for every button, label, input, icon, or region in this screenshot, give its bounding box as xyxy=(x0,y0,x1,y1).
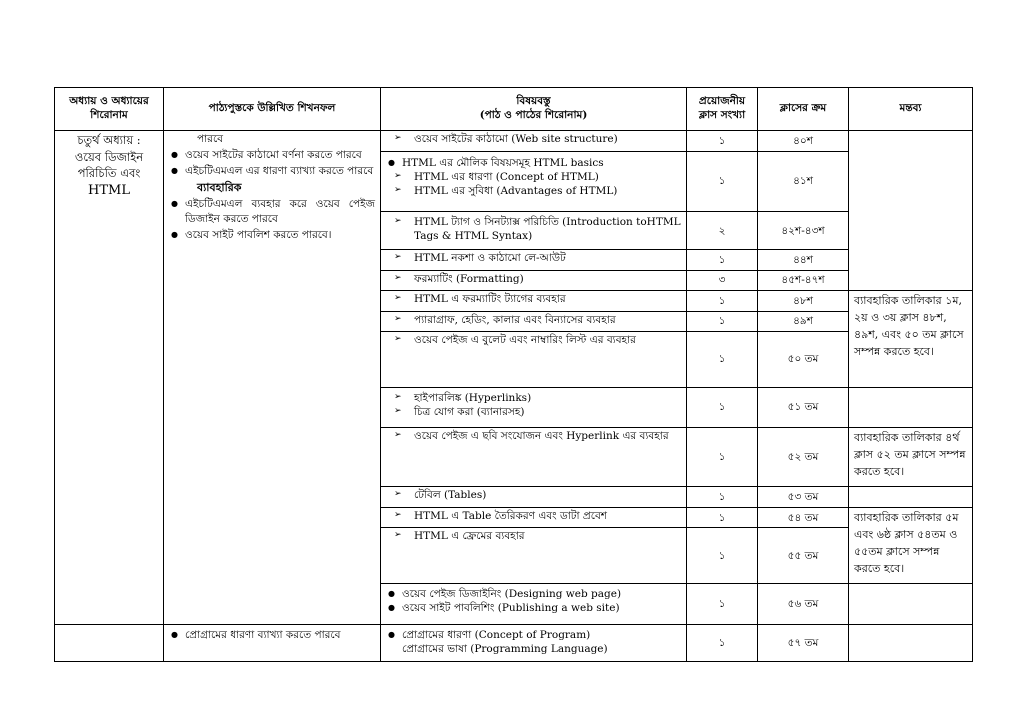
header-class-order: ক্লাসের ক্রম xyxy=(758,88,849,131)
content-cell xyxy=(381,528,687,583)
class-order-cell: ৫৩ তম xyxy=(758,487,849,508)
class-order-cell: ৫৭ তম xyxy=(758,624,849,661)
content-cell xyxy=(381,212,687,250)
remarks-cell: ব্যাবহারিক তালিকার ১ম, ২য় ও ৩য় ক্লাস ৪৮শ, ৪৯শ, এবং ৫০ তম ক্লাসে সম্পন্ন করতে হবে। xyxy=(849,291,973,388)
content-item: ● প্রোগ্রামের ধারণা (Concept of Program) xyxy=(386,628,681,642)
content-item: ➢ HTML এ ফ্রেমের ব্যবহার xyxy=(386,529,681,543)
table-row xyxy=(55,624,973,661)
content-item: ● ওয়েব পেইজ ডিজাইনিং (Designing web page) xyxy=(386,587,681,601)
content-item: ➢ HTML এর ধারণা (Concept of HTML) xyxy=(386,170,681,184)
classes-needed-cell: ১ xyxy=(687,427,758,487)
classes-needed-cell: ১ xyxy=(687,311,758,332)
remarks-cell xyxy=(849,131,973,291)
content-cell xyxy=(381,332,687,387)
content-item: ➢ HTML এ Table তৈরিকরণ এবং ডাটা প্রবেশ xyxy=(386,509,681,523)
outcome-item: ● ওয়েব সাইটের কাঠামো বর্ণনা করতে পারবে xyxy=(169,148,375,162)
remarks-cell: ব্যাবহারিক তালিকার ৫ম এবং ৬ষ্ঠ ক্লাস ৫৪তম ও ৫৫তম ক্লাসে সম্পন্ন করতে হবে। xyxy=(849,507,973,583)
classes-needed-cell: ১ xyxy=(687,528,758,583)
content-cell xyxy=(381,270,687,291)
header-content-subtitle: (পাঠ ও পাঠের শিরোনাম) xyxy=(479,109,588,122)
outcome-item: ● প্রোগ্রামের ধারণা ব্যাখ্যা করতে পারবে xyxy=(169,628,375,642)
lesson-plan-table xyxy=(54,87,973,662)
content-item: ➢ HTML নকশা ও কাঠামো লে-আউট xyxy=(386,251,681,265)
content-cell xyxy=(381,624,687,661)
header-remarks: মন্তব্য xyxy=(849,88,973,131)
chapter-cell xyxy=(55,131,164,625)
classes-needed-cell: ১ xyxy=(687,291,758,312)
chapter-title-line: ওয়েব ডিজাইন xyxy=(74,149,144,164)
header-row xyxy=(55,88,973,131)
table-row xyxy=(55,131,973,152)
content-item: ➢ চিত্র যোগ করা (ব্যানারসহ) xyxy=(386,405,681,419)
remarks-cell xyxy=(849,583,973,624)
content-cell xyxy=(381,427,687,487)
remarks-cell xyxy=(849,624,973,661)
header-classes-needed: প্রয়োজনীয় ক্লাস সংখ্যা xyxy=(687,88,758,131)
classes-needed-cell: ১ xyxy=(687,487,758,508)
class-order-cell: ৪৮শ xyxy=(758,291,849,312)
classes-needed-cell: ১ xyxy=(687,131,758,152)
outcomes-cell xyxy=(164,131,381,625)
content-item: ➢ HTML ট্যাগ ও সিনট্যাক্স পরিচিতি (Introduction toHTML Tags & HTML Syntax) xyxy=(386,215,681,243)
content-cell xyxy=(381,487,687,508)
outcomes-cell xyxy=(164,624,381,661)
content-item: ➢ হাইপারলিঙ্ক (Hyperlinks) xyxy=(386,391,681,405)
content-item: ➢ ফরম্যাটিং (Formatting) xyxy=(386,272,681,286)
classes-needed-cell: ৩ xyxy=(687,270,758,291)
content-cell xyxy=(381,250,687,271)
classes-needed-cell: ১ xyxy=(687,624,758,661)
content-cell xyxy=(381,311,687,332)
remarks-cell xyxy=(849,487,973,508)
classes-needed-cell: ১ xyxy=(687,151,758,212)
content-cell xyxy=(381,291,687,312)
classes-needed-cell: ১ xyxy=(687,507,758,528)
content-item: ➢ HTML এর সুবিধা (Advantages of HTML) xyxy=(386,184,681,198)
classes-needed-cell: ১ xyxy=(687,583,758,624)
class-order-cell: ৫৬ তম xyxy=(758,583,849,624)
classes-needed-cell: ১ xyxy=(687,387,758,427)
content-cell xyxy=(381,387,687,427)
content-item: ➢ HTML এ ফরম্যাটিং ট্যাগের ব্যবহার xyxy=(386,292,681,306)
class-order-cell: ৪০শ xyxy=(758,131,849,152)
content-item: ➢ টেবিল (Tables) xyxy=(386,488,681,502)
content-cell xyxy=(381,151,687,212)
remarks-cell xyxy=(849,387,973,427)
class-order-cell: ৪৪শ xyxy=(758,250,849,271)
classes-needed-cell: ১ xyxy=(687,332,758,387)
chapter-title-line: পরিচিতি এবং xyxy=(77,166,141,181)
content-item: ➢ প্যারাগ্রাফ, হেডিং, কালার এবং বিন্যাসের ব্যবহার xyxy=(386,313,681,327)
chapter-title-line: HTML xyxy=(88,183,130,199)
class-order-cell: ৪২শ-৪৩শ xyxy=(758,212,849,250)
content-cell xyxy=(381,507,687,528)
outcome-continued: পারবে xyxy=(197,133,224,146)
header-chapter: অধ্যায় ও অধ্যায়ের শিরোনাম xyxy=(55,88,164,131)
content-item: ➢ ওয়েব পেইজ এ ছবি সংযোজন এবং Hyperlink এর ব্যবহার xyxy=(386,429,681,443)
class-order-cell: ৪১শ xyxy=(758,151,849,212)
content-item: ➢ ওয়েব পেইজ এ বুলেট এবং নাম্বারিং লিস্ট এর ব্যবহার xyxy=(386,333,681,347)
header-content-title: বিষয়বস্তু xyxy=(516,95,551,108)
class-order-cell: ৫৪ তম xyxy=(758,507,849,528)
chapter-number: চতুর্থ অধ্যায় : xyxy=(77,133,141,148)
remarks-cell: ব্যাবহারিক তালিকার ৪র্থ ক্লাস ৫২ তম ক্লাসে সম্পন্ন করতে হবে। xyxy=(849,427,973,487)
class-order-cell: ৫১ তম xyxy=(758,387,849,427)
content-cell xyxy=(381,131,687,152)
class-order-cell: ৫২ তম xyxy=(758,427,849,487)
class-order-cell: ৪৯শ xyxy=(758,311,849,332)
class-order-cell: ৪৫শ-৪৭শ xyxy=(758,270,849,291)
outcome-item: ● এইচটিএমএল এর ধারণা ব্যাখ্যা করতে পারবে xyxy=(169,164,375,178)
content-item: ➢ ওয়েব সাইটের কাঠামো (Web site structure) xyxy=(386,132,681,146)
classes-needed-cell: ২ xyxy=(687,212,758,250)
classes-needed-cell: ১ xyxy=(687,250,758,271)
outcome-item: ● এইচটিএমএল ব্যবহার করে ওয়েব পেইজ ডিজাইন করতে পারবে xyxy=(169,197,375,225)
content-item: ● ওয়েব সাইট পাবলিশিং (Publishing a web site) xyxy=(386,601,681,615)
content-item: প্রোগ্রামের ভাষা (Programming Language) xyxy=(402,643,608,656)
content-heading: ● HTML এর মৌলিক বিষয়সমূহ HTML basics xyxy=(386,156,681,170)
chapter-cell xyxy=(55,624,164,661)
outcome-item: ● ওয়েব সাইট পাবলিশ করতে পারবে। xyxy=(169,228,375,242)
header-content xyxy=(381,88,687,131)
practical-heading: ব্যাবহারিক xyxy=(197,180,242,194)
content-cell xyxy=(381,583,687,624)
header-outcomes: পাঠ্যপুস্তকে উল্লিখিত শিখনফল xyxy=(164,88,381,131)
class-order-cell: ৫০ তম xyxy=(758,332,849,387)
class-order-cell: ৫৫ তম xyxy=(758,528,849,583)
